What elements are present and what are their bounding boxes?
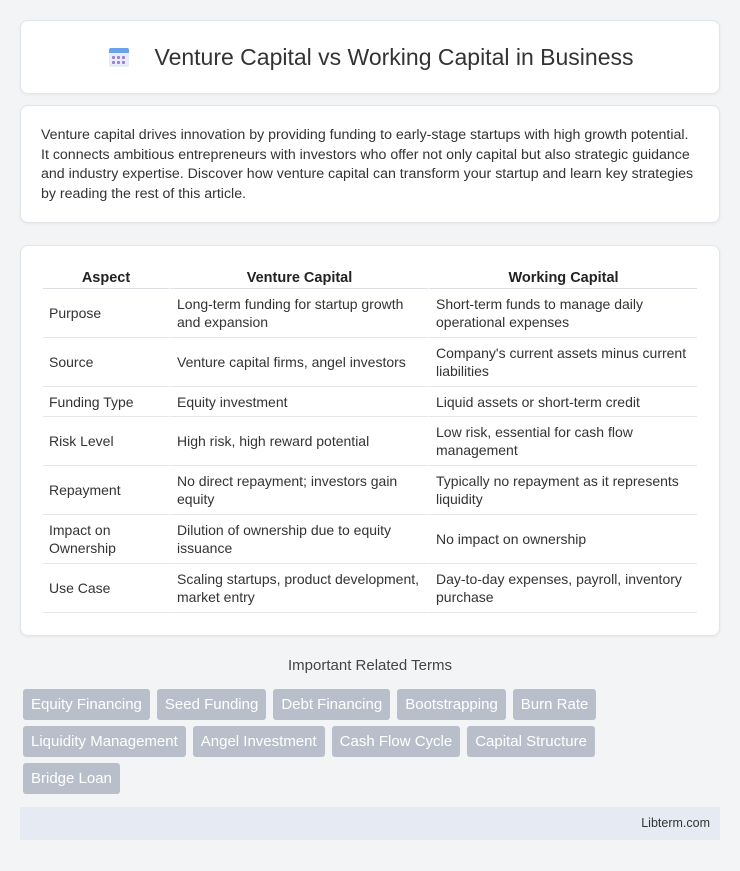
cell-aspect: Repayment <box>43 466 169 515</box>
calendar-icon <box>107 45 131 69</box>
tag-equity-financing[interactable]: Equity Financing <box>23 689 150 720</box>
column-header-working-capital: Working Capital <box>428 266 697 289</box>
cell-venture-capital: No direct repayment; investors gain equity <box>169 466 428 515</box>
cell-venture-capital: Scaling startups, product development, market entry <box>169 564 428 613</box>
table-row <box>43 417 697 466</box>
cell-working-capital: Typically no repayment as it represents liquidity <box>428 466 697 515</box>
comparison-table <box>43 266 697 613</box>
tag-burn-rate[interactable]: Burn Rate <box>513 689 597 720</box>
related-terms-tags <box>23 689 723 800</box>
table-row <box>43 387 697 417</box>
table-row <box>43 564 697 613</box>
tag-row <box>23 763 723 794</box>
cell-working-capital: Company's current assets minus current liabilities <box>428 338 697 387</box>
comparison-table-card <box>20 245 720 636</box>
cell-venture-capital: High risk, high reward potential <box>169 417 428 466</box>
tag-debt-financing[interactable]: Debt Financing <box>273 689 390 720</box>
cell-working-capital: Liquid assets or short-term credit <box>428 387 697 417</box>
cell-aspect: Funding Type <box>43 387 169 417</box>
table-header-row <box>43 266 697 289</box>
cell-venture-capital: Equity investment <box>169 387 428 417</box>
footer <box>20 807 720 840</box>
column-header-venture-capital: Venture Capital <box>169 266 428 289</box>
tag-row <box>23 726 723 757</box>
cell-working-capital: Low risk, essential for cash flow management <box>428 417 697 466</box>
tag-liquidity-management[interactable]: Liquidity Management <box>23 726 186 757</box>
tag-cash-flow-cycle[interactable]: Cash Flow Cycle <box>332 726 461 757</box>
tag-bootstrapping[interactable]: Bootstrapping <box>397 689 506 720</box>
tag-capital-structure[interactable]: Capital Structure <box>467 726 595 757</box>
table-row <box>43 338 697 387</box>
tag-row <box>23 689 723 720</box>
table-row <box>43 289 697 338</box>
table-row <box>43 466 697 515</box>
footer-site-link[interactable]: Libterm.com <box>641 816 710 830</box>
cell-aspect: Source <box>43 338 169 387</box>
cell-aspect: Use Case <box>43 564 169 613</box>
cell-venture-capital: Dilution of ownership due to equity issuance <box>169 515 428 564</box>
header-card <box>20 20 720 94</box>
related-terms-title: Important Related Terms <box>288 657 452 674</box>
intro-paragraph: Venture capital drives innovation by providing funding to early-stage startups with high growth potential. It connects ambitious entrepreneurs with investors who offer not only capital but also strategic guidance and industry expertise. Discover how venture capital can transform your startup and learn key strategies by reading the rest of this article. <box>41 127 694 202</box>
cell-working-capital: Day-to-day expenses, payroll, inventory purchase <box>428 564 697 613</box>
tag-seed-funding[interactable]: Seed Funding <box>157 689 266 720</box>
cell-working-capital: Short-term funds to manage daily operational expenses <box>428 289 697 338</box>
cell-venture-capital: Venture capital firms, angel investors <box>169 338 428 387</box>
cell-venture-capital: Long-term funding for startup growth and expansion <box>169 289 428 338</box>
intro-card <box>20 105 720 223</box>
cell-working-capital: No impact on ownership <box>428 515 697 564</box>
cell-aspect: Purpose <box>43 289 169 338</box>
column-header-aspect: Aspect <box>43 266 169 289</box>
table-row <box>43 515 697 564</box>
cell-aspect: Risk Level <box>43 417 169 466</box>
cell-aspect: Impact on Ownership <box>43 515 169 564</box>
tag-bridge-loan[interactable]: Bridge Loan <box>23 763 120 794</box>
tag-angel-investment[interactable]: Angel Investment <box>193 726 325 757</box>
page-title: Venture Capital vs Working Capital in Business <box>154 43 634 70</box>
